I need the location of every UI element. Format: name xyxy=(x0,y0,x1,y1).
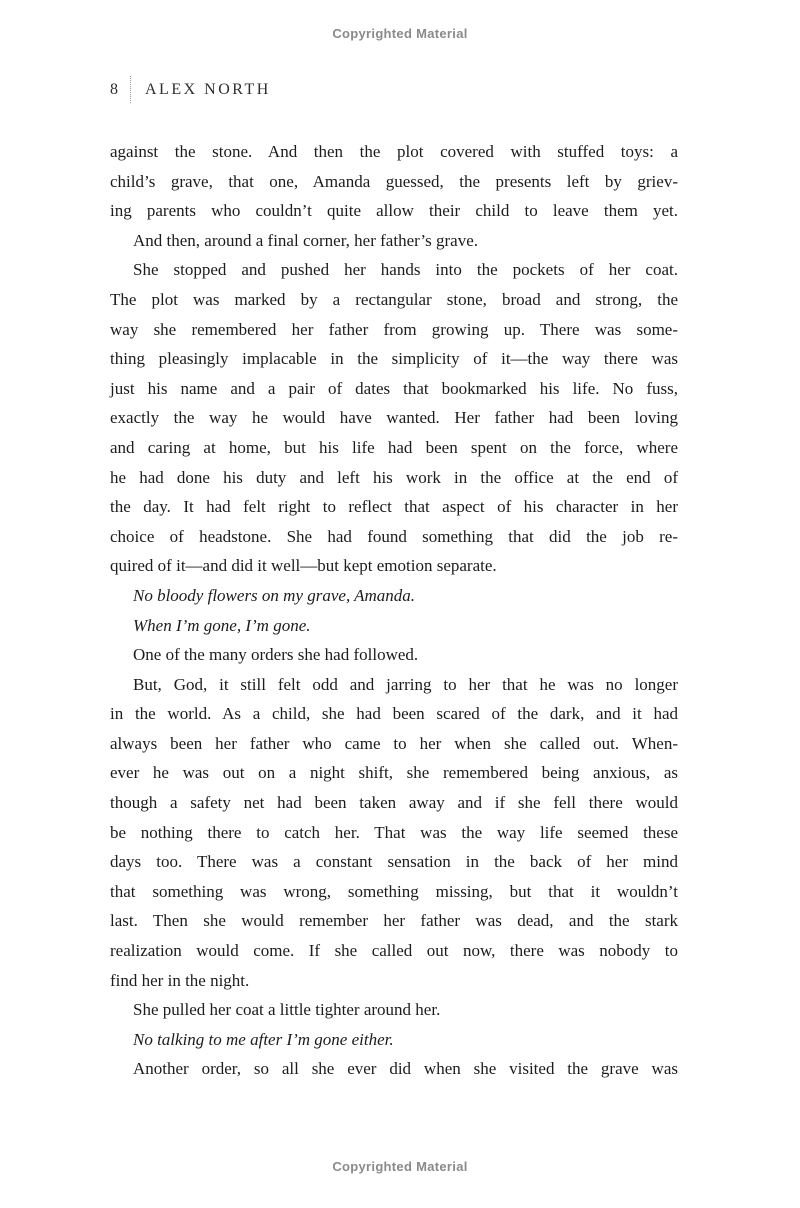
text-line: No bloody flowers on my grave, Amanda. xyxy=(133,585,416,605)
text-line: child’s grave, that one, Amanda guessed, the presents left by griev- xyxy=(110,171,678,191)
text-line: though a safety net had been taken away and if she fell there would xyxy=(110,793,678,813)
copyright-notice-bottom: Copyrighted Material xyxy=(332,1159,468,1174)
text-line: Another order, so all she ever did when she visited the grave was xyxy=(133,1059,678,1079)
text-line: the day. It had felt right to reflect that aspect of his character in her xyxy=(110,497,678,517)
page-number: 8 xyxy=(110,80,118,98)
text-line: be nothing there to catch her. That was the way life seemed these xyxy=(110,822,678,842)
copyright-notice-top: Copyrighted Material xyxy=(332,26,468,41)
author-name: ALEX NORTH xyxy=(145,80,271,98)
header-divider xyxy=(130,76,131,103)
text-line: exactly the way he would have wanted. Her father had been loving xyxy=(110,408,678,428)
text-line: last. Then she would remember her father was dead, and the stark xyxy=(110,911,678,931)
text-line: just his name and a pair of dates that bookmarked his life. No fuss, xyxy=(110,378,678,398)
text-line: She pulled her coat a little tighter around her. xyxy=(133,1000,441,1020)
text-line: find her in the night. xyxy=(110,970,250,990)
text-line: And then, around a final corner, her father’s grave. xyxy=(133,230,478,250)
text-line: and caring at home, but his life had been spent on the force, where xyxy=(110,437,678,457)
text-line: One of the many orders she had followed. xyxy=(133,645,419,665)
text-line: No talking to me after I’m gone either. xyxy=(133,1029,394,1049)
text-line: quired of it—and did it well—but kept emotion separate. xyxy=(110,556,497,576)
text-line: ing parents who couldn’t quite allow their child to leave them yet. xyxy=(110,201,678,221)
text-line: he had done his duty and left his work in the office at the end of xyxy=(110,467,678,487)
body-text xyxy=(110,137,678,1084)
text-line: against the stone. And then the plot covered with stuffed toys: a xyxy=(110,142,678,161)
text-line: that something was wrong, something missing, but that it wouldn’t xyxy=(110,881,678,901)
text-line: But, God, it still felt odd and jarring to her that he was no longer xyxy=(133,674,678,694)
text-line: ever he was out on a night shift, she remembered being anxious, as xyxy=(110,763,678,783)
text-line: way she remembered her father from growing up. There was some- xyxy=(110,319,678,339)
text-line: realization would come. If she called out now, there was nobody to xyxy=(110,941,678,961)
text-line: thing pleasingly implacable in the simplicity of it—the way there was xyxy=(110,349,678,369)
text-line: She stopped and pushed her hands into the pockets of her coat. xyxy=(133,260,678,280)
text-line: The plot was marked by a rectangular stone, broad and strong, the xyxy=(110,289,678,309)
text-line: in the world. As a child, she had been scared of the dark, and it had xyxy=(110,704,678,724)
text-line: days too. There was a constant sensation in the back of her mind xyxy=(110,852,678,872)
text-line: When I’m gone, I’m gone. xyxy=(133,615,311,635)
text-line: choice of headstone. She had found something that did the job re- xyxy=(110,526,678,546)
page-header xyxy=(110,76,271,103)
text-line: always been her father who came to her when she called out. When- xyxy=(110,733,678,753)
